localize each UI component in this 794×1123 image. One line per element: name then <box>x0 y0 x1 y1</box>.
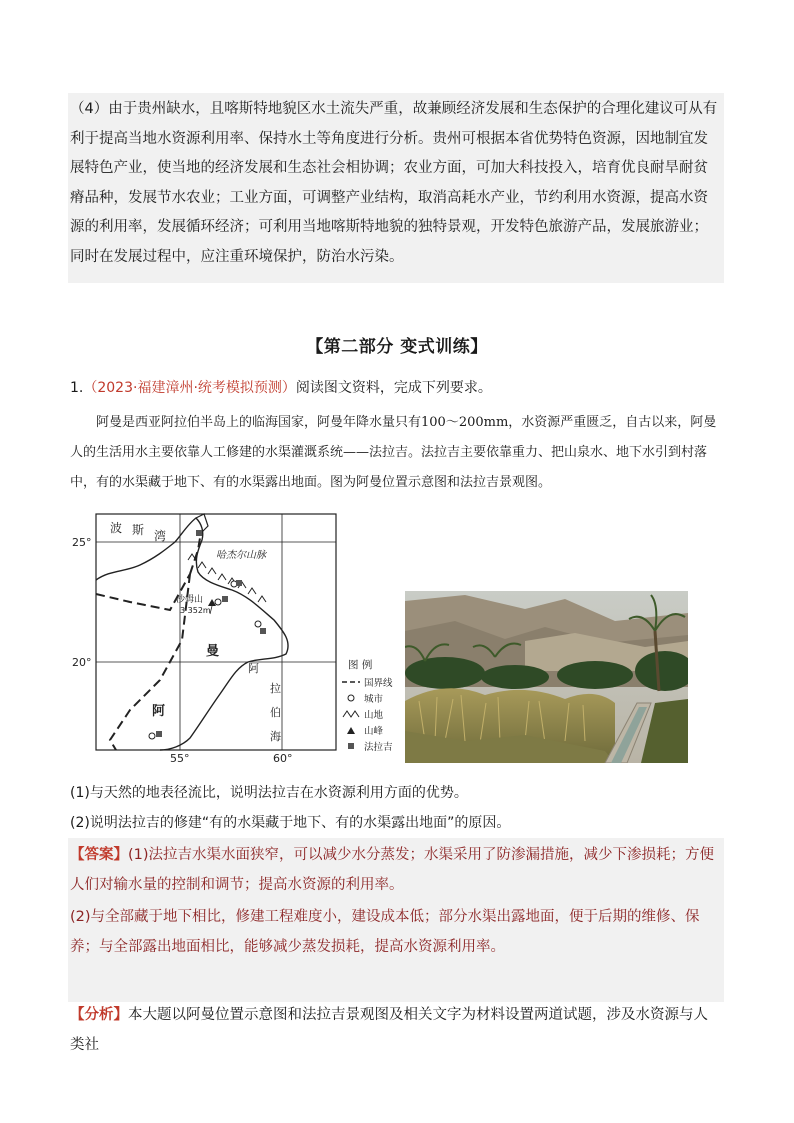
legend-mountain-symbol <box>343 711 359 717</box>
question-source: （2023·福建漳州·统考模拟预测） <box>83 380 296 396</box>
lat-25-label: 25° <box>72 536 92 549</box>
map-legend <box>340 656 406 756</box>
sea-label-3: 伯 <box>270 706 281 719</box>
legend-mountain: 山地 <box>364 710 384 721</box>
border-line-3 <box>190 538 200 574</box>
sub-question-1: (1)与天然的地表径流比，说明法拉吉在水资源利用方面的优势。 <box>70 785 468 801</box>
lat-20-label: 20° <box>72 656 92 669</box>
material-text: 阿曼是西亚阿拉伯半岛上的临海国家，阿曼年降水量只有100～200mm，水资源严重匮乏，自古以来，阿曼人的生活用水主要依靠人工修建的水渠灌溉系统——法拉吉。法拉吉主要依靠重力、把山泉水、地下水引到村落中，有的水渠藏于地下、有的水渠露出地面。图为阿曼位置示意图和法拉吉景观图。 <box>70 415 717 490</box>
question-prompt: 阅读图文资料，完成下列要求。 <box>295 380 492 396</box>
falaj-landscape-photo <box>405 591 688 763</box>
question-number: 1. <box>70 380 84 396</box>
q4-explanation: （4）由于贵州缺水，且喀斯特地貌区水土流失严重，故兼顾经济发展和生态保护的合理化建议可从有利于提高当地水资源利用率、保持水土等角度进行分析。贵州可根据本省优势特色资源，因地制宜发展特色产业，使当地的经济发展和生态社会相协调；农业方面，可加大科技投入，培育优良耐旱耐贫瘠品种，发展节水农业；工业方面，可调整产业结构，取消高耗水产业，节约利用水资源，提高水资源的利用率，发展循环经济；可利用当地喀斯特地貌的独特景观，开发特色旅游产品，发展旅游业；同时在发展过程中，应注重环境保护，防治水污染。 <box>70 101 718 265</box>
legend-title: 图 例 <box>348 659 373 671</box>
photo-drawing <box>405 591 688 763</box>
falaj-marker <box>222 596 228 602</box>
legend-falaj-symbol <box>348 743 354 749</box>
gulf-label-1: 波 <box>110 521 123 535</box>
falaj-marker <box>156 731 162 737</box>
legend-city: 城市 <box>364 694 384 705</box>
sea-label-2: 拉 <box>270 682 281 695</box>
falaj-marker <box>236 580 242 586</box>
gulf-label-2: 斯 <box>132 523 145 537</box>
question-header <box>70 377 492 397</box>
sea-label-1: 阿 <box>248 662 259 675</box>
legend-peak: 山峰 <box>364 726 384 737</box>
sub-question-2: (2)说明法拉吉的修建“有的水渠藏于地下、有的水渠露出地面”的原因。 <box>70 815 511 831</box>
falaj-marker <box>196 530 202 536</box>
answer-2: (2)与全部藏于地下相比，修建工程难度小，建设成本低；部分水渠出露地面，便于后期的维修、保养；与全部露出地面相比，能够减少蒸发损耗，提高水资源利用率。 <box>70 909 700 955</box>
gulf-label-3: 湾 <box>154 529 167 543</box>
peak-height: 3 352m <box>180 606 211 615</box>
legend-border: 国界线 <box>364 678 393 689</box>
city-marker <box>255 621 261 627</box>
answer-1 <box>70 840 722 900</box>
peak-name: 沙姆山 <box>176 595 204 605</box>
analysis-tag: 【分析】 <box>70 1007 128 1023</box>
city-marker <box>215 599 221 605</box>
analysis-text: 本大题以阿曼位置示意图和法拉吉景观图及相关文字为材料设置两道试题，涉及水资源与人类社 <box>70 1007 708 1053</box>
section-title: 【第二部分 变式训练】 <box>306 337 488 357</box>
legend-falaj: 法拉吉 <box>364 742 393 753</box>
answer-tag: 【答案】 <box>70 847 128 863</box>
legend-city-symbol <box>348 695 354 701</box>
sea-label-4: 海 <box>270 730 281 743</box>
city-marker <box>149 733 155 739</box>
lon-55-label: 55° <box>170 752 190 765</box>
range-label: 哈杰尔山脉 <box>216 550 266 561</box>
analysis <box>70 1000 722 1060</box>
lon-60-label: 60° <box>273 752 293 765</box>
falaj-marker <box>260 628 266 634</box>
legend-peak-symbol <box>347 727 355 734</box>
country-label-1: 曼 <box>206 644 220 659</box>
country-label-2: 阿 <box>152 704 166 719</box>
answer-1-text: (1)法拉吉水渠水面狭窄，可以减少水分蒸发；水渠采用了防渗漏措施，减少下渗损耗；方便人们对输水量的控制和调节；提高水资源的利用率。 <box>70 847 715 893</box>
